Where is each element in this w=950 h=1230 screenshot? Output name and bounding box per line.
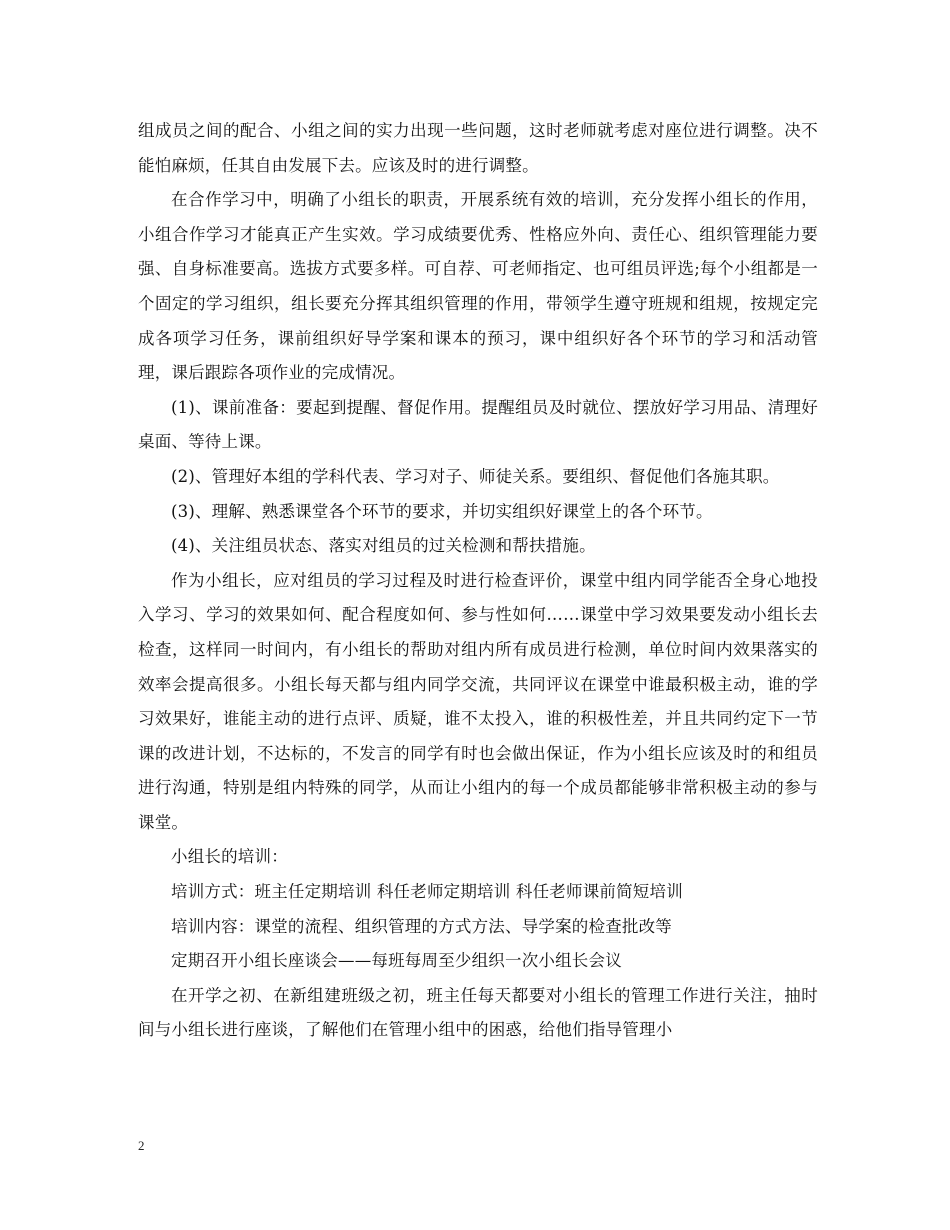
paragraph-5: (3)、理解、熟悉课堂各个环节的要求，并切实组织好课堂上的各个环节。 bbox=[171, 501, 713, 521]
paragraph-2: 在合作学习中，明确了小组长的职责，开展系统有效的培训，充分发挥小组长的作用，小组合作学习才能真正产生实效。学习成绩要优秀、性格应外向、责任心、组织管理能力要强、自身标准要高。选拔方式要多样。可自荐、可老师指定、也可组员评选;每个小组都是一个固定的学习组织，组长要充分挥其组织管理的作用，带领学生遵守班规和组规，按规定完成各项学习任务，课前组织好导学案和课本的预习，课中组织好各个环节的学习和活动管理，课后跟踪各项作业的完成情况。 bbox=[138, 190, 818, 383]
paragraph-10: 培训内容：课堂的流程、组织管理的方式方法、导学案的检查批改等 bbox=[171, 916, 672, 936]
paragraph-1: 组成员之间的配合、小组之间的实力出现一些问题，这时老师就考虑对座位进行调整。决不能怕麻烦，任其自由发展下去。应该及时的进行调整。 bbox=[138, 121, 818, 175]
page-number: 2 bbox=[138, 1138, 145, 1153]
paragraph-9: 培训方式：班主任定期培训 科任老师定期培训 科任老师课前简短培训 bbox=[171, 882, 683, 902]
document-body bbox=[138, 114, 818, 1048]
paragraph-12: 在开学之初、在新组建班级之初，班主任每天都要对小组长的管理工作进行关注，抽时间与小组长进行座谈，了解他们在管理小组中的困惑，给他们指导管理小 bbox=[138, 985, 818, 1040]
paragraph-8: 小组长的培训： bbox=[171, 847, 288, 867]
paragraph-6: (4)、关注组员状态、落实对组员的过关检测和帮扶措施。 bbox=[171, 536, 596, 556]
paragraph-4: (2)、管理好本组的学科代表、学习对子、师徒关系。要组织、督促他们各施其职。 bbox=[171, 466, 780, 486]
paragraph-3: (1)、课前准备：要起到提醒、督促作用。提醒组员及时就位、摆放好学习用品、清理好桌面、等待上课。 bbox=[138, 397, 818, 452]
paragraph-7: 作为小组长，应对组员的学习过程及时进行检查评价，课堂中组内同学能否全身心地投入学习、学习的效果如何、配合程度如何、参与性如何……课堂中学习效果要发动小组长去检查，这样同一时间内，有小组长的帮助对组内所有成员进行检测，单位时间内效果落实的效率会提高很多。小组长每天都与组内同学交流，共同评议在课堂中谁最积极主动，谁的学习效果好，谁能主动的进行点评、质疑，谁不太投入，谁的积极性差，并且共同约定下一节课的改进计划，不达标的，不发言的同学有时也会做出保证，作为小组长应该及时的和组员进行沟通，特别是组内特殊的同学，从而让小组内的每一个成员都能够非常积极主动的参与课堂。 bbox=[138, 570, 818, 832]
paragraph-11: 定期召开小组长座谈会——每班每周至少组织一次小组长会议 bbox=[171, 951, 622, 971]
